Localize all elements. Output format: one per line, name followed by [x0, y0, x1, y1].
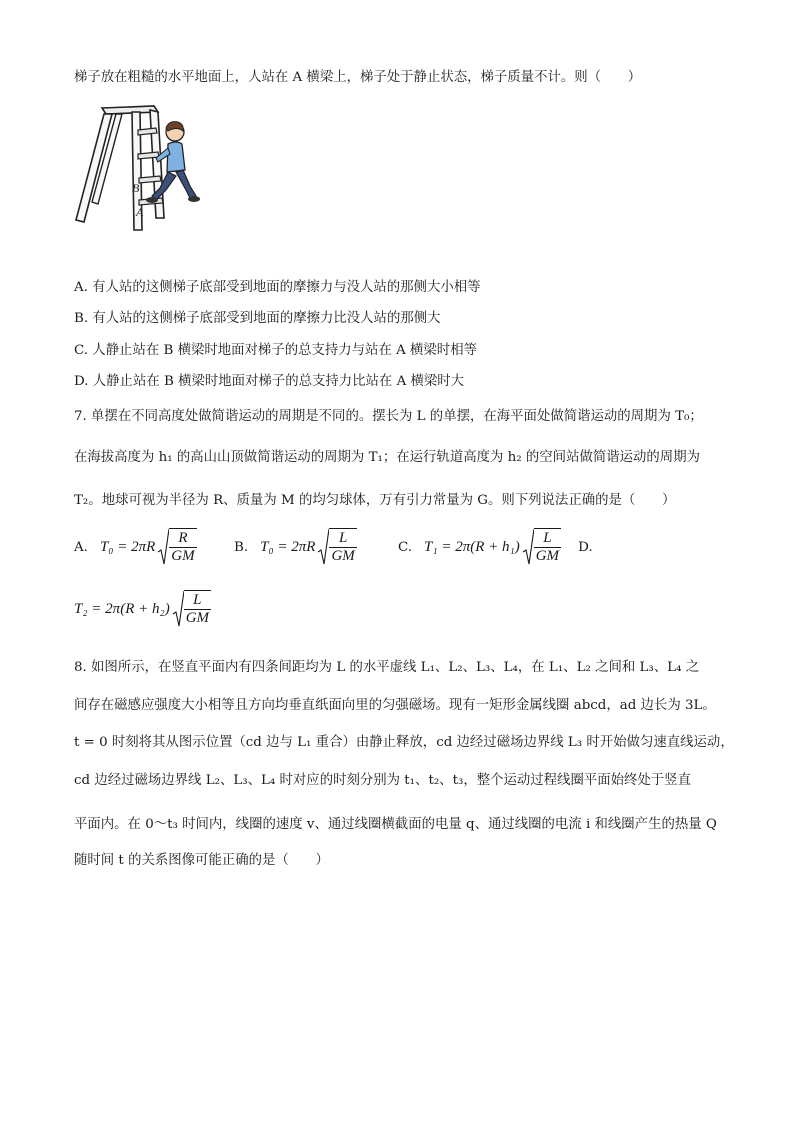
q8-line-3: t = 0 时刻将其从图示位置（cd 边与 L₁ 重合）由静止释放，cd 边经过磁场边界线 L₃ 时开始做匀速直线运动， [74, 735, 734, 750]
q6-stem: 梯子放在粗糙的水平地面上，人站在 A 横梁上，梯子处于静止状态，梯子质量不计。则（ ） [74, 70, 642, 85]
q6-option-b: B. 有人站的这侧梯子底部受到地面的摩擦力比没人站的那侧大 [74, 311, 441, 326]
q8-line-1: 8. 如图所示，在竖直平面内有四条间距均为 L 的水平虚线 L₁、L₂、L₃、L₄，在 L₁、L₂ 之间和 L₃、L₄ 之 [74, 660, 700, 675]
q8-line-6: 随时间 t 的关系图像可能正确的是（ ） [74, 853, 329, 868]
ladder-figure [72, 100, 200, 236]
q7-option-d: T₂ = 2π(R + h₂) $\frac{L}{GM}$ [74, 592, 210, 626]
q7-option-a: A. T₀ = 2πR $\frac{R}{GM}$ [74, 530, 195, 564]
label-a: A [136, 205, 144, 219]
q7-option-b: B. T₀ = 2πR $\frac{L}{GM}$ [234, 530, 355, 564]
q8-line-2: 间存在磁感应强度大小相等且方向均垂直纸面向里的匀强磁场。现有一矩形金属线圈 abcd，ad 边长为 3L。 [74, 698, 716, 713]
q8-line-4: cd 边经过磁场边界线 L₂、L₃、L₄ 时对应的时刻分别为 t₁、t₂、t₃，整个运动过程线圈平面始终处于竖直 [74, 773, 691, 788]
q6-option-c: C. 人静止站在 B 横梁时地面对梯子的总支持力与站在 A 横梁时相等 [74, 343, 477, 358]
q7-line-2: 在海拔高度为 h₁ 的高山山顶做简谐运动的周期为 T₁；在运行轨道高度为 h₂ 的空间站做简谐运动的周期为 [74, 450, 700, 465]
q7-line-1: 7. 单摆在不同高度处做简谐运动的周期是不同的。摆长为 L 的单摆，在海平面处做简谐运动的周期为 T₀； [74, 409, 703, 424]
q7-line-3: T₂。地球可视为半径为 R、质量为 M 的均匀球体，万有引力常量为 G。则下列说法正确的是（ ） [74, 493, 676, 508]
label-b: B [132, 181, 140, 195]
q6-option-a: A. 有人站的这侧梯子底部受到地面的摩擦力与没人站的那侧大小相等 [74, 280, 481, 295]
q8-line-5: 平面内。在 0～t₃ 时间内，线圈的速度 v、通过线圈横截面的电量 q、通过线圈的电流 i 和线圈产生的热量 Q [74, 817, 717, 832]
q6-option-d: D. 人静止站在 B 横梁时地面对梯子的总支持力比站在 A 横梁时大 [74, 374, 465, 389]
q7-option-c: C. T₁ = 2π(R + h₁) $\frac{L}{GM}$ D. [398, 530, 593, 564]
q7-option-d-label: D. [578, 539, 593, 555]
